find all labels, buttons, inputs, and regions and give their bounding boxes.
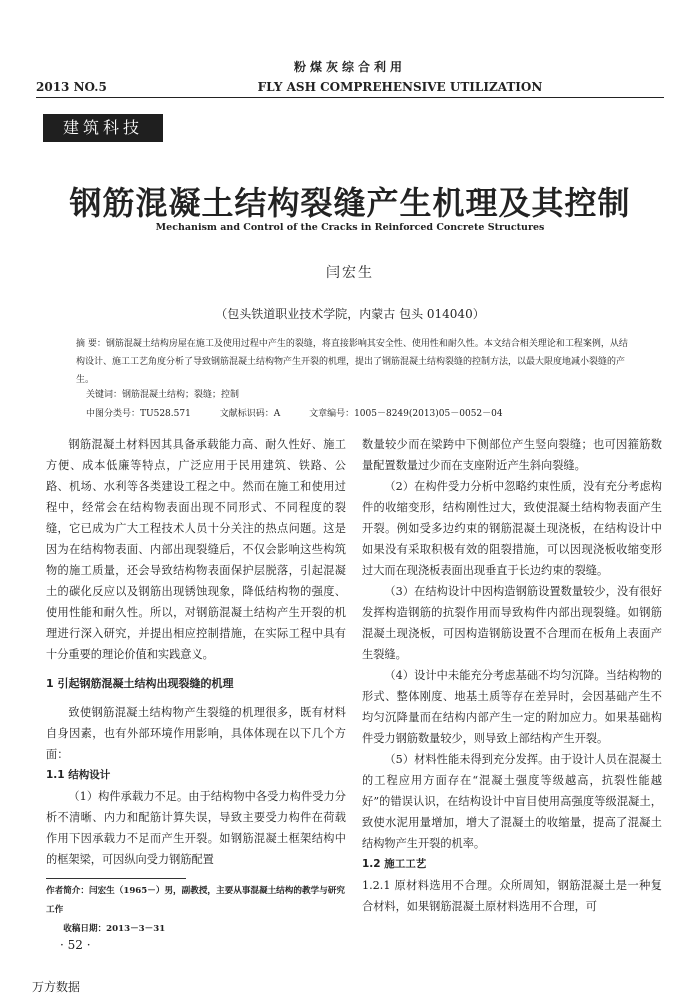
footnote-rule (46, 878, 186, 879)
body-left-column (46, 434, 346, 870)
author-bio: 作者简介：闫宏生（1965－）男，副教授，主要从事混凝土结构的教学与研究工作 (46, 886, 345, 915)
footnote (46, 882, 346, 939)
abstract: 摘 要：钢筋混凝土结构房屋在施工及使用过程中产生的裂缝，将直接影响其安全性、使用性和耐久性。本文结合相关理论和工程案例，从结构设计、施工工艺角度分析了导致钢筋混凝土结构物产生开裂的机理，提出了钢筋混凝土结构裂缝的控制方法，以最大限度地减小裂缝的产生。 (76, 339, 628, 385)
body-right-column (362, 434, 662, 917)
subsection-heading: 1.1 结构设计 (46, 769, 111, 781)
article-number: 文章编号：1005－8249(2013)05－0052－04 (309, 409, 503, 419)
article-title: 钢筋混凝土结构裂缝产生机理及其控制 (69, 184, 631, 222)
paragraph: （3）在结构设计中因构造钢筋设置数量较少，没有很好发挥构造钢筋的抗裂作用而导致构件内部出现裂缝。如钢筋混凝土现浇板，可因构造钢筋设置不合理而在板角上表面产生裂缝。 (362, 585, 662, 661)
paragraph: （4）设计中未能充分考虑基础不均匀沉降。当结构物的形式、整体刚度、地基土质等存在差异时，会因基础产生不均匀沉降量而在结构内部产生一定的附加应力。如果基础构件受力钢筋数量较少，则导致上部结构产生开裂。 (362, 669, 662, 745)
clc-number: 中图分类号：TU528.571 (86, 409, 191, 419)
article-subtitle: Mechanism and Control of the Cracks in Reinforced Concrete Structures (155, 222, 545, 233)
article-meta (86, 386, 529, 424)
section-tag: 建筑科技 (43, 114, 163, 142)
section-heading: 1 引起钢筋混凝土结构出现裂缝的机理 (46, 677, 234, 690)
paragraph: 致使钢筋混凝土结构物产生裂缝的机理很多，既有材料自身因素，也有外部环境作用影响，具体体现在以下几个方面： (46, 706, 346, 761)
document-code: 文献标识码：A (219, 409, 281, 419)
header-rule (36, 97, 664, 98)
journal-title-en: FLY ASH COMPREHENSIVE UTILIZATION (257, 80, 543, 94)
paragraph: （5）材料性能未得到充分发挥。由于设计人员在混凝土的工程应用方面存在“混凝土强度等级越高，抗裂性能越好”的错误认识，在结构设计中盲目使用高强度等级混凝土，致使水泥用量增加，增大了混凝土的收缩量，提高了混凝土结构物产生开裂的机率。 (362, 753, 662, 850)
received-date: 收稿日期：2013－3－31 (63, 924, 166, 934)
paragraph: 数量较少而在梁跨中下侧部位产生竖向裂缝；也可因箍筋数量配置数量过少而在支座附近产生斜向裂缝。 (362, 438, 662, 472)
affiliation: （包头铁道职业技术学院，内蒙古 包头 014040） (215, 307, 485, 321)
source-watermark: 万方数据 (32, 980, 81, 994)
paragraph: （1）构件承载力不足。由于结构物中各受力构件受力分析不清晰、内力和配筋计算失误，导致主要受力构件在荷载作用下因承载力不足而产生开裂。如钢筋混凝土框架结构中的框架梁，可因纵向受力钢筋配置 (46, 790, 346, 866)
issue-label: 2013 NO.5 (36, 80, 107, 94)
subsection-heading: 1.2 施工工艺 (362, 858, 427, 870)
keywords: 关键词：钢筋混凝土结构；裂缝；控制 (86, 390, 240, 400)
paragraph: 1.2.1 原材料选用不合理。众所周知，钢筋混凝土是一种复合材料，如果钢筋混凝土原材料选用不合理，可 (362, 879, 662, 913)
author: 闫宏生 (326, 265, 374, 281)
paragraph: 钢筋混凝土材料因其具备承载能力高、耐久性好、施工方便、成本低廉等特点，广泛应用于民用建筑、铁路、公路、机场、水利等各类建设工程之中。然而在施工和使用过程中，经常会在结构物表面出现不同形式、不同程度的裂缝，它已成为广大工程技术人员十分关注的热点问题。这是因为在结构物表面、内部出现裂缝后，不仅会影响这些构筑物的施工质量，还会导致结构物表面保护层脱落，引起混凝土的碳化反应以及钢筋出现锈蚀现象，降低结构物的强度、使用性能和耐久性。所以，对钢筋混凝土结构产生开裂的机理进行深入研究，并提出相应控制措施，在实际工程中具有十分重要的理论价值和实践意义。 (46, 438, 346, 661)
paragraph: （2）在构件受力分析中忽略约束性质，没有充分考虑构件的收缩变形，结构刚性过大，致使混凝土结构物表面产生开裂。例如受多边约束的钢筋混凝土现浇板，在结构设计中如果没有采取积极有效的阻裂措施，可以因现浇板收缩变形过大而在现浇板表面出现垂直于长边约束的裂缝。 (362, 480, 662, 577)
page-number: · 52 · (60, 938, 91, 952)
journal-title-cn: 粉煤灰综合利用 (293, 60, 406, 74)
